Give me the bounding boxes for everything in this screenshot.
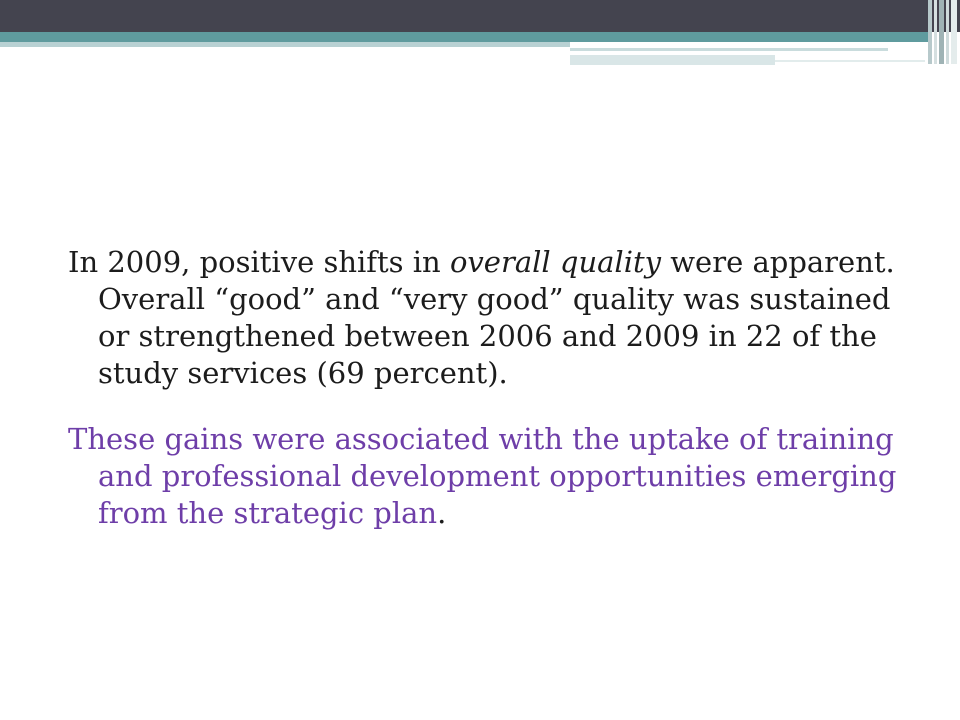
paragraph-text-end: were apparent. Overall “good” and “very good” quality was sustained or strengthened between 2006 and 2009 in 22 of the study services (69 percent).: [98, 245, 895, 390]
header-vertical-stripe: [939, 0, 944, 64]
header-vertical-stripe: [946, 0, 949, 64]
slide-body: [68, 244, 898, 532]
trailing-period: .: [437, 496, 447, 530]
paragraph-text: These gains were associated with the uptake of training and professional development opportunities emerging from the strategic plan: [68, 422, 897, 530]
header-accent-line-thin: [775, 60, 925, 62]
header-accent-block: [570, 55, 775, 65]
paragraph-training-gains: [68, 421, 898, 532]
header-vertical-stripe: [928, 0, 932, 64]
header-light-bar: [0, 42, 570, 47]
header-accent-line: [570, 48, 888, 51]
header-teal-bar: [0, 32, 930, 42]
header-vertical-stripe: [934, 0, 937, 64]
paragraph-text-start: In 2009, positive shifts in: [68, 245, 450, 279]
header-vertical-stripe: [951, 0, 957, 64]
emphasis-overall-quality: overall quality: [449, 245, 662, 279]
paragraph-quality-shifts: [68, 244, 898, 392]
header-dark-bar: [0, 0, 960, 32]
